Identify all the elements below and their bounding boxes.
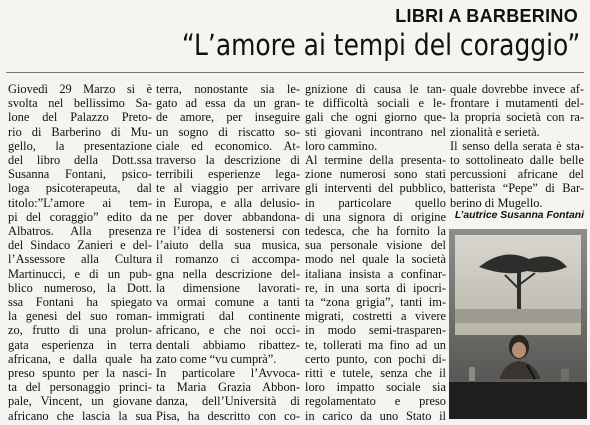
column-line: Martinucci, e di un pub-: [8, 266, 152, 281]
column-line: frontare i mutamenti del-: [450, 96, 584, 111]
column-line: gnizione di causa le tan-: [305, 82, 446, 96]
column-line: gali che ogni giorno que-: [305, 110, 446, 125]
column-line: quale dovrebbe invece af-: [450, 82, 584, 96]
column-line: in particolare quello: [305, 195, 446, 210]
column-line: gna nella descrizione del-: [156, 266, 300, 281]
column-line: Al termine della presenta-: [305, 153, 446, 168]
column-line: migrati, costretti a vivere: [305, 309, 446, 324]
column-line: zo, frutto di una prolun-: [8, 323, 152, 338]
column-line: l’aiuto della sua musica,: [156, 238, 300, 253]
column-line: te al viaggio per arrivare: [156, 181, 300, 196]
column-line: Pisa, ha descritto con co-: [156, 408, 300, 423]
column-line: ta del personaggio princi-: [8, 380, 152, 395]
column-line: Il senso della serata è sta-: [450, 138, 584, 153]
column-line: ciale ed economico. At-: [156, 138, 300, 153]
column-line: zione numerosi sono stati: [305, 167, 446, 182]
column-line: il romanzo ci accompa-: [156, 252, 300, 267]
column-line: percussioni africane del: [450, 167, 584, 182]
column-line: blico numeroso, la Dott.: [8, 280, 152, 295]
column-line: italiana insista a confinar-: [305, 266, 446, 281]
column-line: del libro della Dott.ssa: [8, 153, 152, 168]
column-line: rio di Barberino di Mu-: [8, 124, 152, 139]
column-line: del Sindaco Zanieri e del-: [8, 238, 152, 253]
column-line: in Europa, e alla delusio-: [156, 195, 300, 210]
column-line: In particolare l’Avvoca-: [156, 366, 300, 381]
column-line: africano che lascia la sua: [8, 408, 152, 423]
column-line: immigrati dal continente: [156, 309, 300, 324]
article-column-1: [8, 82, 152, 423]
photo-caption: L’autrice Susanna Fontani: [454, 210, 584, 221]
column-line: ritti e tutele, senza che il: [305, 366, 446, 381]
column-line: traverso la descrizione di: [156, 153, 300, 168]
column-line: re l’idea di sostenersi con: [156, 224, 300, 239]
column-line: titolo:”L’amore ai tem-: [8, 195, 152, 210]
column-line: gato ad essa da un gran-: [156, 96, 300, 111]
section-kicker: LIBRI A BARBERINO: [395, 6, 578, 26]
column-line: gli interventi del pubblico,: [305, 181, 446, 196]
column-line: terribili esperienze lega-: [156, 167, 300, 182]
column-line: africana, e dalla quale ha: [8, 351, 152, 366]
column-line: Giovedì 29 Marzo si è: [8, 82, 152, 96]
column-line: va ormai comune a tanti: [156, 295, 300, 310]
author-photo: [449, 229, 587, 419]
column-line: terra, nonostante sia le-: [156, 82, 300, 96]
column-line: dentali abbiamo ribattez-: [156, 337, 300, 352]
column-line: gata esperienza in terra: [8, 337, 152, 352]
column-line: la dimensione lavorati-: [156, 280, 300, 295]
column-line: in carico da uno Stato il: [305, 408, 446, 423]
column-line: un sogno di riscatto so-: [156, 124, 300, 139]
column-line: lone del Palazzo Preto-: [8, 110, 152, 125]
column-line: ssa Fontani ha spiegato: [8, 295, 152, 310]
column-line: sua personale visione del: [305, 238, 446, 253]
column-line: te, tollerati ma fino ad un: [305, 337, 446, 352]
column-line: la genesi del suo roman-: [8, 309, 152, 324]
column-line: l’Assessore alla Cultura: [8, 252, 152, 267]
column-line: re, in una sorta di ipocri-: [305, 280, 446, 295]
article-column-4: [450, 82, 584, 210]
article-column-3: [305, 82, 446, 423]
column-line: danza, dell’Università di: [156, 394, 300, 409]
column-line: la propria società con ra-: [450, 110, 584, 125]
column-line: certo punto, con pochi di-: [305, 351, 446, 366]
column-line: Albatros. Alla presenza: [8, 224, 152, 239]
column-line: tedesca, che ha fornito la: [305, 224, 446, 239]
column-line: batterista “Pepe” di Bar-: [450, 181, 584, 196]
column-line: in modo semi-trasparen-: [305, 323, 446, 338]
column-line: svolta nel bellissimo Sa-: [8, 96, 152, 111]
column-line: te difficoltà sociali e le-: [305, 96, 446, 111]
column-line: modo nel quale la società: [305, 252, 446, 267]
column-line: Susanna Fontani, psico-: [8, 167, 152, 182]
column-line: ta Maria Grazia Abbon-: [156, 380, 300, 395]
column-line: to sottolineato dalle belle: [450, 153, 584, 168]
article-headline: “L’amore ai tempi del coraggio”: [181, 28, 580, 62]
column-line: pi del coraggio” edito da: [8, 209, 152, 224]
column-line: ta “zona grigia”, tanti im-: [305, 295, 446, 310]
column-line: de amore, per inseguire: [156, 110, 300, 125]
column-line: loro cammino.: [305, 138, 378, 153]
column-line: gello, la presentazione: [8, 138, 152, 153]
column-line: zato come “vu cumprà”.: [156, 351, 277, 366]
article-column-2: [156, 82, 300, 423]
author-photo-image: [449, 229, 587, 419]
column-line: berino di Mugello.: [450, 195, 543, 210]
column-line: regolamentato e preso: [305, 394, 446, 409]
column-line: loro impatto sociale sia: [305, 380, 446, 395]
column-line: ne per dover abbandona-: [156, 209, 300, 224]
column-line: sti giovani incontrano nel: [305, 124, 446, 139]
column-line: di una signora di origine: [305, 209, 446, 224]
column-line: pale, Vincent, un giovane: [8, 394, 152, 409]
column-line: zionalità e serietà.: [450, 124, 540, 139]
column-line: preso spunto per la nasci-: [8, 366, 152, 381]
column-line: africano, e che noi occi-: [156, 323, 300, 338]
column-line: loga psicoterapeuta, dal: [8, 181, 152, 196]
